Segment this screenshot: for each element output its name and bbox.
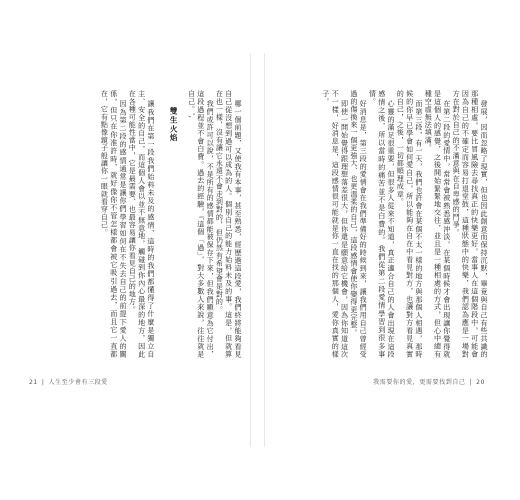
- right-paragraph-6: 即使一開始覺得跟理想落差很大，但你還是願意給它機會，因為你知道這次不一樣，好消息是，這段感情很可能就是你一直在找的那個人，愛你真實的樣子。: [321, 90, 350, 358]
- footer-separator: |: [469, 379, 473, 386]
- footer-separator: |: [41, 379, 45, 386]
- right-page: [265, 53, 494, 447]
- left-paragraph-2: 我們或許可以說，不是所有的感情都能被保存下來，但我們願意為它付出，這段過程並不會白費。過去的經驗，『這個「過」，對大多數人來說，往往就是自己。',: [187, 90, 216, 358]
- right-paragraph-1: 發展，因而忽略了現實，但也因此創意而保持沉默，畢竟與自己有些共識的那種相處，要比冒風險去尋找真正的快樂更好，當事人在這個階段中，可能會因為自己的不確定而容易打退堂鼓，這種狀態中的快樂，我們認為應是一場對方在對於自己的不滿意與在自卑感的鬥爭。: [452, 90, 489, 358]
- right-paragraph-5: 好消息是，第三段的愛情會在我們準備好的時候到來，讓我們用自己曾經受過的傷換來一個更強大、也更溫柔的自己，這段感情會使你變得更完整。: [349, 90, 369, 358]
- right-paragraph-2: 在第二段的愛情中，常常會被熟悉感沖淡，在某個時候才會出現讓你覺得就是這個人的感覺，之後開始緊緊地交往，並且是一種相處的方式，但心中總有種空虛無法填滿。: [424, 90, 452, 358]
- left-paragraph-3: 讓我們在第一段我們始料未及的感情，這時的我們都懂得了什麼是獨立自主、安全的自己，而這個人會以並不無意地，觸碰到你內心最深的地方，因此在各種可能性當中，它是最需要、也最容易讓你看見自己的地方。: [128, 90, 156, 358]
- section-title-twin-flame: 雙生火焰: [169, 106, 179, 142]
- right-running-title: 我需要你的愛，更需要找到自己: [373, 379, 466, 386]
- left-running-title: 人生至少會有三段愛: [48, 379, 108, 386]
- right-paragraph-4: 心靈的滿足很重要，但很多人從來不知道，真正適合自己的人會出現在這段感情之後，所以當時的痛苦並不是白費的。我們從第二段愛情學習到很多事情。: [368, 90, 397, 358]
- left-page-body: [32, 90, 243, 358]
- left-page-footer: [29, 377, 108, 386]
- right-page-body: [278, 90, 489, 358]
- right-page-number: 20: [476, 379, 485, 386]
- left-paragraph-4: 因為第二段的感情通常是讓你們學習如何在不失去自己的前提下愛人的關係，但只在你准許時，就好像你不管怎樣都會被它吸引過去，而且它一直都在，它有點像鏡子般讓你一眼就看穿自己。: [100, 90, 129, 358]
- left-paragraph-1: 哪一個前題，又使我有本事，甚至熟悉，經歷過這段愛，我們終將能夠看見自己從沒想到過可以成為的人。個別自己的能力始料未及的事。這是，但就算在也一樣，沒有讓它永遠不會走到對的，但仍然有希望會是對的。: [215, 90, 243, 358]
- right-paragraph-3: 而第三段，有一天，我們也許會在某個不太一樣的地方與那個人相遇，那時候的你早已學會如何愛自己，所以能夠在自在中看見對方，也讓對方看見真實的自己，之後，一切都順理成章。: [396, 90, 424, 358]
- right-page-footer: [373, 377, 485, 386]
- left-page-number: 21: [29, 379, 38, 386]
- left-page: [21, 53, 250, 447]
